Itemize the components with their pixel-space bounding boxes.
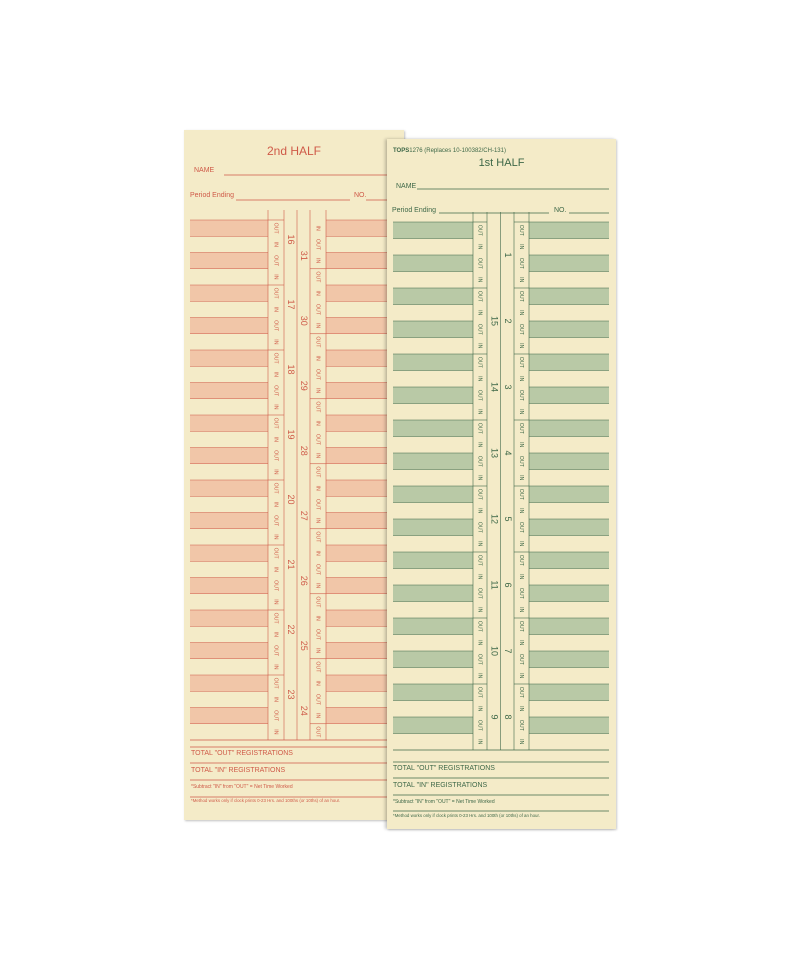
in-label: IN <box>272 274 279 280</box>
out-label: OUT <box>476 290 483 302</box>
stripe-left <box>190 318 268 334</box>
stripe-left <box>190 285 268 301</box>
out-label: OUT <box>518 323 525 335</box>
out-label: OUT <box>314 628 321 640</box>
method-note: *Method works only if clock prints 0-23 Hrs. and 100ths (or 10ths) of an hour. <box>191 798 341 803</box>
out-label: OUT <box>314 693 321 705</box>
stripe-right <box>529 420 609 437</box>
in-label: IN <box>518 310 525 316</box>
card-title: 1st HALF <box>478 157 525 169</box>
in-label: IN <box>314 323 321 329</box>
out-label: OUT <box>476 224 483 236</box>
in-label: IN <box>314 225 321 231</box>
in-label: IN <box>518 508 525 514</box>
out-label: OUT <box>518 554 525 566</box>
in-label: IN <box>314 648 321 654</box>
day-number: 13 <box>489 447 500 459</box>
out-label: OUT <box>476 587 483 599</box>
in-label: IN <box>518 343 525 349</box>
stripe-right <box>529 321 609 338</box>
model-number: 1276 (Replaces 10-100382/CH-131) <box>409 148 506 154</box>
stripe-left <box>393 387 473 404</box>
in-label: IN <box>476 475 483 481</box>
stripe-right <box>529 387 609 404</box>
in-label: IN <box>476 376 483 382</box>
day-number: 17 <box>286 299 297 310</box>
stripe-left <box>393 519 473 536</box>
day-number: 19 <box>286 429 297 440</box>
stripe-left <box>190 675 268 691</box>
out-label: OUT <box>272 677 279 689</box>
in-label: IN <box>476 310 483 316</box>
stripe-left <box>190 578 268 594</box>
out-label: OUT <box>314 368 321 380</box>
out-label: OUT <box>314 238 321 250</box>
in-label: IN <box>272 664 279 670</box>
in-label: IN <box>476 541 483 547</box>
day-number: 6 <box>502 582 513 588</box>
in-label: IN <box>272 501 279 507</box>
stripe-left <box>393 651 473 668</box>
subtract-note: *Subtract "IN" from "OUT" = Net Time Worked <box>393 799 495 805</box>
out-label: OUT <box>314 401 321 413</box>
in-label: IN <box>518 442 525 448</box>
day-number: 25 <box>299 640 310 651</box>
stripe-right <box>529 288 609 305</box>
in-label: IN <box>476 409 483 415</box>
subtract-note: *Subtract "IN" from "OUT" = Net Time Worked <box>191 784 293 790</box>
out-label: OUT <box>272 450 279 462</box>
period-ending-label: Period Ending <box>392 207 436 214</box>
in-label: IN <box>314 583 321 589</box>
time-grid-2nd-half <box>184 130 404 820</box>
out-label: OUT <box>476 422 483 434</box>
out-label: OUT <box>314 336 321 348</box>
in-label: IN <box>314 680 321 686</box>
in-label: IN <box>476 442 483 448</box>
out-label: OUT <box>476 620 483 632</box>
stripe-right <box>529 486 609 503</box>
day-number: 7 <box>502 648 513 654</box>
out-label: OUT <box>272 645 279 657</box>
out-label: OUT <box>518 389 525 401</box>
in-label: IN <box>272 566 279 572</box>
day-number: 18 <box>286 364 297 375</box>
period-ending-label: Period Ending <box>190 192 234 199</box>
in-label: IN <box>518 673 525 679</box>
out-label: OUT <box>272 710 279 722</box>
day-number: 22 <box>286 624 297 635</box>
out-label: OUT <box>476 488 483 500</box>
stripe-left <box>393 717 473 734</box>
day-number: 24 <box>299 705 310 716</box>
in-label: IN <box>272 436 279 442</box>
stripe-left <box>393 684 473 701</box>
in-label: IN <box>518 277 525 283</box>
day-number: 11 <box>489 580 500 590</box>
out-label: OUT <box>272 547 279 559</box>
out-label: OUT <box>476 686 483 698</box>
in-label: IN <box>272 599 279 605</box>
stripe-left <box>393 255 473 272</box>
in-label: IN <box>476 640 483 646</box>
stripe-right <box>529 684 609 701</box>
out-label: OUT <box>518 587 525 599</box>
out-label: OUT <box>518 686 525 698</box>
out-label: OUT <box>272 255 279 267</box>
stripe-right <box>529 618 609 635</box>
out-label: OUT <box>518 488 525 500</box>
day-number: 14 <box>489 381 500 393</box>
day-number: 23 <box>286 689 297 700</box>
out-label: OUT <box>272 515 279 527</box>
out-label: OUT <box>314 596 321 608</box>
stripe-right <box>529 552 609 569</box>
time-grid-1st-half <box>387 139 616 829</box>
stripe-left <box>190 545 268 561</box>
out-label: OUT <box>476 323 483 335</box>
day-number: 3 <box>502 384 513 390</box>
out-label: OUT <box>272 287 279 299</box>
out-label: OUT <box>476 455 483 467</box>
card-title: 2nd HALF <box>266 144 322 158</box>
in-label: IN <box>272 339 279 345</box>
in-label: IN <box>518 607 525 613</box>
out-label: OUT <box>314 466 321 478</box>
in-label: IN <box>272 696 279 702</box>
stripe-left <box>190 220 268 236</box>
stripe-right <box>529 222 609 239</box>
in-label: IN <box>272 306 279 312</box>
in-label: IN <box>518 244 525 250</box>
in-label: IN <box>314 258 321 264</box>
day-number: 20 <box>286 494 297 505</box>
out-label: OUT <box>272 320 279 332</box>
stripe-left <box>393 420 473 437</box>
stripe-left <box>393 288 473 305</box>
in-label: IN <box>476 343 483 349</box>
in-label: IN <box>314 355 321 361</box>
stripe-left <box>190 415 268 431</box>
number-label: NO. <box>554 207 567 214</box>
total-out-label: TOTAL "OUT" REGISTRATIONS <box>393 765 495 772</box>
brand-name: TOPS <box>393 148 410 154</box>
in-label: IN <box>314 420 321 426</box>
out-label: OUT <box>476 389 483 401</box>
out-label: OUT <box>476 356 483 368</box>
out-label: OUT <box>314 271 321 283</box>
stripe-left <box>393 585 473 602</box>
day-number: 2 <box>502 318 513 324</box>
in-label: IN <box>314 550 321 556</box>
name-label: NAME <box>396 183 417 190</box>
in-label: IN <box>272 469 279 475</box>
out-label: OUT <box>518 224 525 236</box>
stripe-left <box>190 513 268 529</box>
out-label: OUT <box>272 580 279 592</box>
in-label: IN <box>272 534 279 540</box>
in-label: IN <box>314 388 321 394</box>
out-label: OUT <box>314 498 321 510</box>
in-label: IN <box>272 729 279 735</box>
day-number: 26 <box>299 575 310 586</box>
in-label: IN <box>314 485 321 491</box>
stripe-right <box>529 255 609 272</box>
in-label: IN <box>476 277 483 283</box>
day-number: 5 <box>502 516 513 522</box>
stripe-left <box>393 552 473 569</box>
stripe-left <box>393 486 473 503</box>
method-note: *Method works only if clock prints 0-23 Hrs. and 100th (or 10ths) of an hour. <box>393 813 540 818</box>
total-out-label: TOTAL "OUT" REGISTRATIONS <box>191 750 293 757</box>
stripe-right <box>529 354 609 371</box>
day-number: 8 <box>502 714 513 720</box>
in-label: IN <box>272 241 279 247</box>
in-label: IN <box>476 739 483 745</box>
day-number: 31 <box>299 250 310 261</box>
out-label: OUT <box>314 726 321 738</box>
day-number: 21 <box>286 559 297 570</box>
day-number: 12 <box>489 513 500 525</box>
stripe-left <box>393 618 473 635</box>
in-label: IN <box>314 713 321 719</box>
in-label: IN <box>314 290 321 296</box>
out-label: OUT <box>518 653 525 665</box>
stripe-right <box>529 585 609 602</box>
in-label: IN <box>272 631 279 637</box>
stripe-left <box>393 453 473 470</box>
stripe-left <box>190 708 268 724</box>
in-label: IN <box>518 574 525 580</box>
out-label: OUT <box>476 653 483 665</box>
stripe-left <box>190 383 268 399</box>
in-label: IN <box>518 706 525 712</box>
stripe-right <box>529 519 609 536</box>
in-label: IN <box>518 640 525 646</box>
day-number: 15 <box>489 315 500 327</box>
out-label: OUT <box>476 257 483 269</box>
stripe-left <box>190 643 268 659</box>
day-number: 28 <box>299 445 310 456</box>
in-label: IN <box>476 607 483 613</box>
day-number: 27 <box>299 510 310 521</box>
stripe-left <box>190 480 268 496</box>
out-label: OUT <box>314 303 321 315</box>
stripe-left <box>393 222 473 239</box>
in-label: IN <box>518 475 525 481</box>
total-in-label: TOTAL "IN" REGISTRATIONS <box>191 767 286 774</box>
out-label: OUT <box>272 222 279 234</box>
in-label: IN <box>476 673 483 679</box>
day-number: 10 <box>489 645 500 657</box>
stripe-right <box>529 453 609 470</box>
out-label: OUT <box>518 455 525 467</box>
day-number: 4 <box>502 450 513 456</box>
in-label: IN <box>314 453 321 459</box>
out-label: OUT <box>314 661 321 673</box>
in-label: IN <box>272 371 279 377</box>
time-card-2nd-half <box>184 130 404 820</box>
out-label: OUT <box>518 422 525 434</box>
stripe-left <box>190 253 268 269</box>
stripe-right <box>529 651 609 668</box>
in-label: IN <box>476 244 483 250</box>
day-number: 9 <box>489 714 500 720</box>
day-number: 16 <box>286 234 297 245</box>
in-label: IN <box>476 574 483 580</box>
in-label: IN <box>518 409 525 415</box>
time-card-1st-half <box>387 139 616 829</box>
day-number: 1 <box>502 252 513 258</box>
in-label: IN <box>314 615 321 621</box>
number-label: NO. <box>354 192 367 199</box>
out-label: OUT <box>272 482 279 494</box>
out-label: OUT <box>518 257 525 269</box>
out-label: OUT <box>314 563 321 575</box>
in-label: IN <box>476 706 483 712</box>
in-label: IN <box>518 541 525 547</box>
out-label: OUT <box>314 531 321 543</box>
stripe-left <box>190 610 268 626</box>
day-number: 30 <box>299 315 310 326</box>
out-label: OUT <box>272 612 279 624</box>
stripe-left <box>393 354 473 371</box>
stripe-left <box>190 448 268 464</box>
stripe-right <box>529 717 609 734</box>
stripe-left <box>190 350 268 366</box>
in-label: IN <box>314 518 321 524</box>
out-label: OUT <box>272 352 279 364</box>
out-label: OUT <box>476 521 483 533</box>
out-label: OUT <box>518 356 525 368</box>
out-label: OUT <box>272 417 279 429</box>
out-label: OUT <box>476 554 483 566</box>
stripe-left <box>393 321 473 338</box>
in-label: IN <box>476 508 483 514</box>
in-label: IN <box>518 739 525 745</box>
total-in-label: TOTAL "IN" REGISTRATIONS <box>393 782 488 789</box>
in-label: IN <box>272 404 279 410</box>
out-label: OUT <box>314 433 321 445</box>
out-label: OUT <box>518 290 525 302</box>
out-label: OUT <box>518 719 525 731</box>
out-label: OUT <box>272 385 279 397</box>
out-label: OUT <box>476 719 483 731</box>
day-number: 29 <box>299 380 310 391</box>
name-label: NAME <box>194 167 215 174</box>
out-label: OUT <box>518 521 525 533</box>
out-label: OUT <box>518 620 525 632</box>
in-label: IN <box>518 376 525 382</box>
